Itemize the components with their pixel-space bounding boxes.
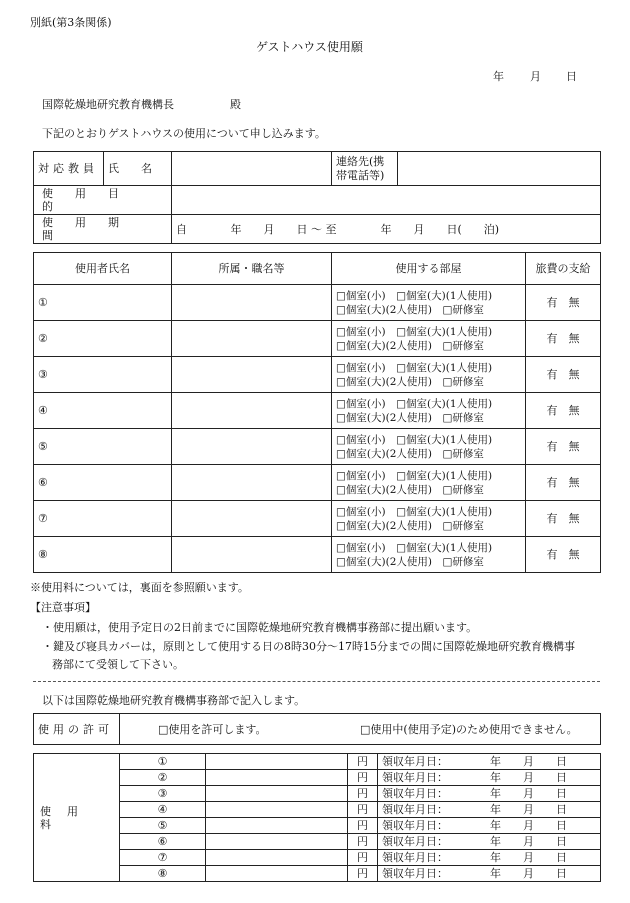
- user-cell[interactable]: [34, 285, 172, 321]
- table-row: [34, 429, 601, 465]
- receipt-cell[interactable]: [378, 818, 601, 834]
- room-options-1: □個室(小) □個室(大)(1人使用): [336, 397, 493, 410]
- yen-unit: 円: [348, 786, 378, 802]
- yen-unit: 円: [348, 866, 378, 882]
- yen-unit: 円: [348, 770, 378, 786]
- purpose-field[interactable]: [172, 186, 601, 215]
- room-options-1: □個室(小) □個室(大)(1人使用): [336, 325, 493, 338]
- user-cell[interactable]: [34, 429, 172, 465]
- fee-amount[interactable]: [206, 818, 348, 834]
- row-number: ②: [38, 332, 48, 345]
- fee-number: ⑥: [120, 834, 206, 850]
- purpose-label: 使用目的: [34, 186, 172, 215]
- table-row: [34, 393, 601, 429]
- fee-amount[interactable]: [206, 786, 348, 802]
- receipt-cell[interactable]: [378, 754, 601, 770]
- room-options-2: □個室(大)(2人使用) □研修室: [336, 447, 484, 460]
- room-options-2: □個室(大)(2人使用) □研修室: [336, 519, 484, 532]
- room-options-1: □個室(小) □個室(大)(1人使用): [336, 289, 493, 302]
- fee-amount[interactable]: [206, 834, 348, 850]
- fee-amount[interactable]: [206, 850, 348, 866]
- yen-unit: 円: [348, 754, 378, 770]
- affiliation-cell[interactable]: [172, 393, 332, 429]
- room-cell[interactable]: [332, 465, 526, 501]
- receipt-date: 年 月 日: [490, 755, 567, 768]
- yen-unit: 円: [348, 834, 378, 850]
- form-title: ゲストハウス使用願: [256, 40, 363, 54]
- office-intro: 以下は国際乾燥地研究教育機構事務部で記入します。: [42, 694, 306, 707]
- permit-options: [120, 714, 601, 745]
- addressee: 国際乾燥地研究教育機構長: [42, 98, 174, 111]
- receipt-date: 年 月 日: [490, 787, 567, 800]
- date-year: 年: [493, 70, 504, 83]
- travel-cell[interactable]: 有 無: [526, 465, 601, 501]
- room-cell[interactable]: [332, 429, 526, 465]
- receipt-date: 年 月 日: [490, 819, 567, 832]
- receipt-date: 年 月 日: [490, 771, 567, 784]
- receipt-cell[interactable]: [378, 866, 601, 882]
- receipt-label: 領収年月日：: [382, 803, 448, 816]
- room-options-2: □個室(大)(2人使用) □研修室: [336, 303, 484, 316]
- caution-item-1: ・使用願は，使用予定日の2日前までに国際乾燥地研究教育機構事務部に提出願います。: [42, 621, 478, 634]
- caution-item-2a: ・鍵及び寝具カバーは，原則として使用する日の8時30分〜17時15分までの間に国際乾燥地研究教育機構事: [42, 640, 575, 653]
- affiliation-cell[interactable]: [172, 285, 332, 321]
- fee-number: ⑦: [120, 850, 206, 866]
- name-field[interactable]: [172, 152, 332, 186]
- receipt-label: 領収年月日：: [382, 867, 448, 880]
- room-options-1: □個室(小) □個室(大)(1人使用): [336, 541, 493, 554]
- receipt-label: 領収年月日：: [382, 835, 448, 848]
- room-options-2: □個室(大)(2人使用) □研修室: [336, 339, 484, 352]
- contact-label-line2: 帯電話等): [336, 168, 385, 182]
- fee-table: [33, 753, 601, 882]
- table-row: [34, 501, 601, 537]
- row-number: ④: [38, 404, 48, 417]
- attachment-label: 別紙(第3条関係): [30, 16, 112, 29]
- room-cell[interactable]: [332, 285, 526, 321]
- date-month: 月: [530, 70, 541, 83]
- yen-unit: 円: [348, 818, 378, 834]
- table-row: [34, 866, 601, 882]
- caution-item-2b: 務部にて受領して下さい。: [52, 658, 184, 671]
- receipt-label: 領収年月日：: [382, 755, 448, 768]
- user-cell[interactable]: [34, 357, 172, 393]
- table-row: [34, 321, 601, 357]
- receipt-cell[interactable]: [378, 834, 601, 850]
- user-cell[interactable]: [34, 465, 172, 501]
- table-row: [34, 802, 601, 818]
- fee-label: 使用料: [34, 754, 120, 882]
- table-row: [34, 285, 601, 321]
- affiliation-cell[interactable]: [172, 429, 332, 465]
- row-number: ⑧: [38, 548, 48, 561]
- permit-yes[interactable]: □使用を許可します。: [158, 722, 267, 736]
- receipt-cell[interactable]: [378, 786, 601, 802]
- yen-unit: 円: [348, 850, 378, 866]
- affiliation-cell[interactable]: [172, 501, 332, 537]
- receipt-cell[interactable]: [378, 850, 601, 866]
- table-row: [34, 537, 601, 573]
- room-options-1: □個室(小) □個室(大)(1人使用): [336, 469, 493, 482]
- table-row: [34, 834, 601, 850]
- room-options-2: □個室(大)(2人使用) □研修室: [336, 483, 484, 496]
- honorific: 殿: [230, 98, 241, 111]
- intro-text: 下記のとおりゲストハウスの使用について申し込みます。: [42, 127, 326, 140]
- table-row: [34, 357, 601, 393]
- row-number: ⑦: [38, 512, 48, 525]
- table-row: [34, 818, 601, 834]
- travel-cell[interactable]: 有 無: [526, 285, 601, 321]
- receipt-date: 年 月 日: [490, 867, 567, 880]
- travel-cell[interactable]: 有 無: [526, 429, 601, 465]
- fee-amount[interactable]: [206, 754, 348, 770]
- header-affiliation: 所属・職名等: [172, 253, 332, 285]
- contact-label-line1: 連絡先(携: [336, 154, 385, 168]
- receipt-cell[interactable]: [378, 802, 601, 818]
- receipt-label: 領収年月日：: [382, 851, 448, 864]
- room-cell[interactable]: [332, 357, 526, 393]
- row-number: ①: [38, 296, 48, 309]
- receipt-date: 年 月 日: [490, 803, 567, 816]
- travel-cell[interactable]: 有 無: [526, 393, 601, 429]
- table-row: [34, 770, 601, 786]
- travel-cell[interactable]: 有 無: [526, 357, 601, 393]
- user-cell[interactable]: [34, 501, 172, 537]
- fee-number: ④: [120, 802, 206, 818]
- header-user-name: 使用者氏名: [34, 253, 172, 285]
- name-label: 氏 名: [104, 152, 172, 186]
- caution-title: 【注意事項】: [30, 601, 96, 614]
- affiliation-cell[interactable]: [172, 321, 332, 357]
- travel-cell[interactable]: 有 無: [526, 321, 601, 357]
- travel-cell[interactable]: 有 無: [526, 501, 601, 537]
- room-options-2: □個室(大)(2人使用) □研修室: [336, 555, 484, 568]
- application-table: [33, 151, 601, 244]
- period-label: 使用期間: [34, 215, 172, 244]
- permit-table: [33, 713, 601, 745]
- header-travel: 旅費の支給: [526, 253, 601, 285]
- permit-no[interactable]: □使用中(使用予定)のため使用できません。: [360, 722, 578, 736]
- fee-amount[interactable]: [206, 866, 348, 882]
- receipt-label: 領収年月日：: [382, 771, 448, 784]
- affiliation-cell[interactable]: [172, 357, 332, 393]
- room-cell[interactable]: [332, 501, 526, 537]
- room-cell[interactable]: [332, 537, 526, 573]
- contact-label: [332, 152, 398, 186]
- table-row: [34, 465, 601, 501]
- receipt-date: 年 月 日: [490, 835, 567, 848]
- header-room: 使用する部屋: [332, 253, 526, 285]
- permit-label: 使用の許可: [34, 714, 120, 745]
- fee-number: ①: [120, 754, 206, 770]
- room-cell[interactable]: [332, 321, 526, 357]
- fee-amount[interactable]: [206, 802, 348, 818]
- room-options-2: □個室(大)(2人使用) □研修室: [336, 411, 484, 424]
- room-cell[interactable]: [332, 393, 526, 429]
- fee-number: ③: [120, 786, 206, 802]
- fee-number: ②: [120, 770, 206, 786]
- yen-unit: 円: [348, 802, 378, 818]
- period-from: 自: [176, 222, 187, 236]
- users-table: [33, 252, 601, 573]
- teacher-label: 対応教員: [34, 152, 104, 186]
- receipt-label: 領収年月日：: [382, 787, 448, 800]
- fee-number: ⑤: [120, 818, 206, 834]
- affiliation-cell[interactable]: [172, 537, 332, 573]
- fee-amount[interactable]: [206, 770, 348, 786]
- date-day: 日: [566, 70, 577, 83]
- receipt-cell[interactable]: [378, 770, 601, 786]
- user-cell[interactable]: [34, 393, 172, 429]
- row-number: ⑤: [38, 440, 48, 453]
- row-number: ③: [38, 368, 48, 381]
- contact-field[interactable]: [398, 152, 601, 186]
- row-number: ⑥: [38, 476, 48, 489]
- room-options-1: □個室(小) □個室(大)(1人使用): [336, 361, 493, 374]
- fee-note: ※使用料については，裏面を参照願います。: [30, 581, 249, 594]
- receipt-label: 領収年月日：: [382, 819, 448, 832]
- room-options-1: □個室(小) □個室(大)(1人使用): [336, 433, 493, 446]
- travel-cell[interactable]: 有 無: [526, 537, 601, 573]
- user-cell[interactable]: [34, 321, 172, 357]
- table-row: [34, 786, 601, 802]
- user-cell[interactable]: [34, 537, 172, 573]
- affiliation-cell[interactable]: [172, 465, 332, 501]
- fee-number: ⑧: [120, 866, 206, 882]
- period-text: 年 月 日 〜 至 年 月 日( 泊): [230, 222, 500, 236]
- room-options-1: □個室(小) □個室(大)(1人使用): [336, 505, 493, 518]
- cut-line: [33, 681, 600, 682]
- room-options-2: □個室(大)(2人使用) □研修室: [336, 375, 484, 388]
- table-row: [34, 754, 601, 770]
- period-field[interactable]: [172, 215, 601, 244]
- receipt-date: 年 月 日: [490, 851, 567, 864]
- table-row: [34, 850, 601, 866]
